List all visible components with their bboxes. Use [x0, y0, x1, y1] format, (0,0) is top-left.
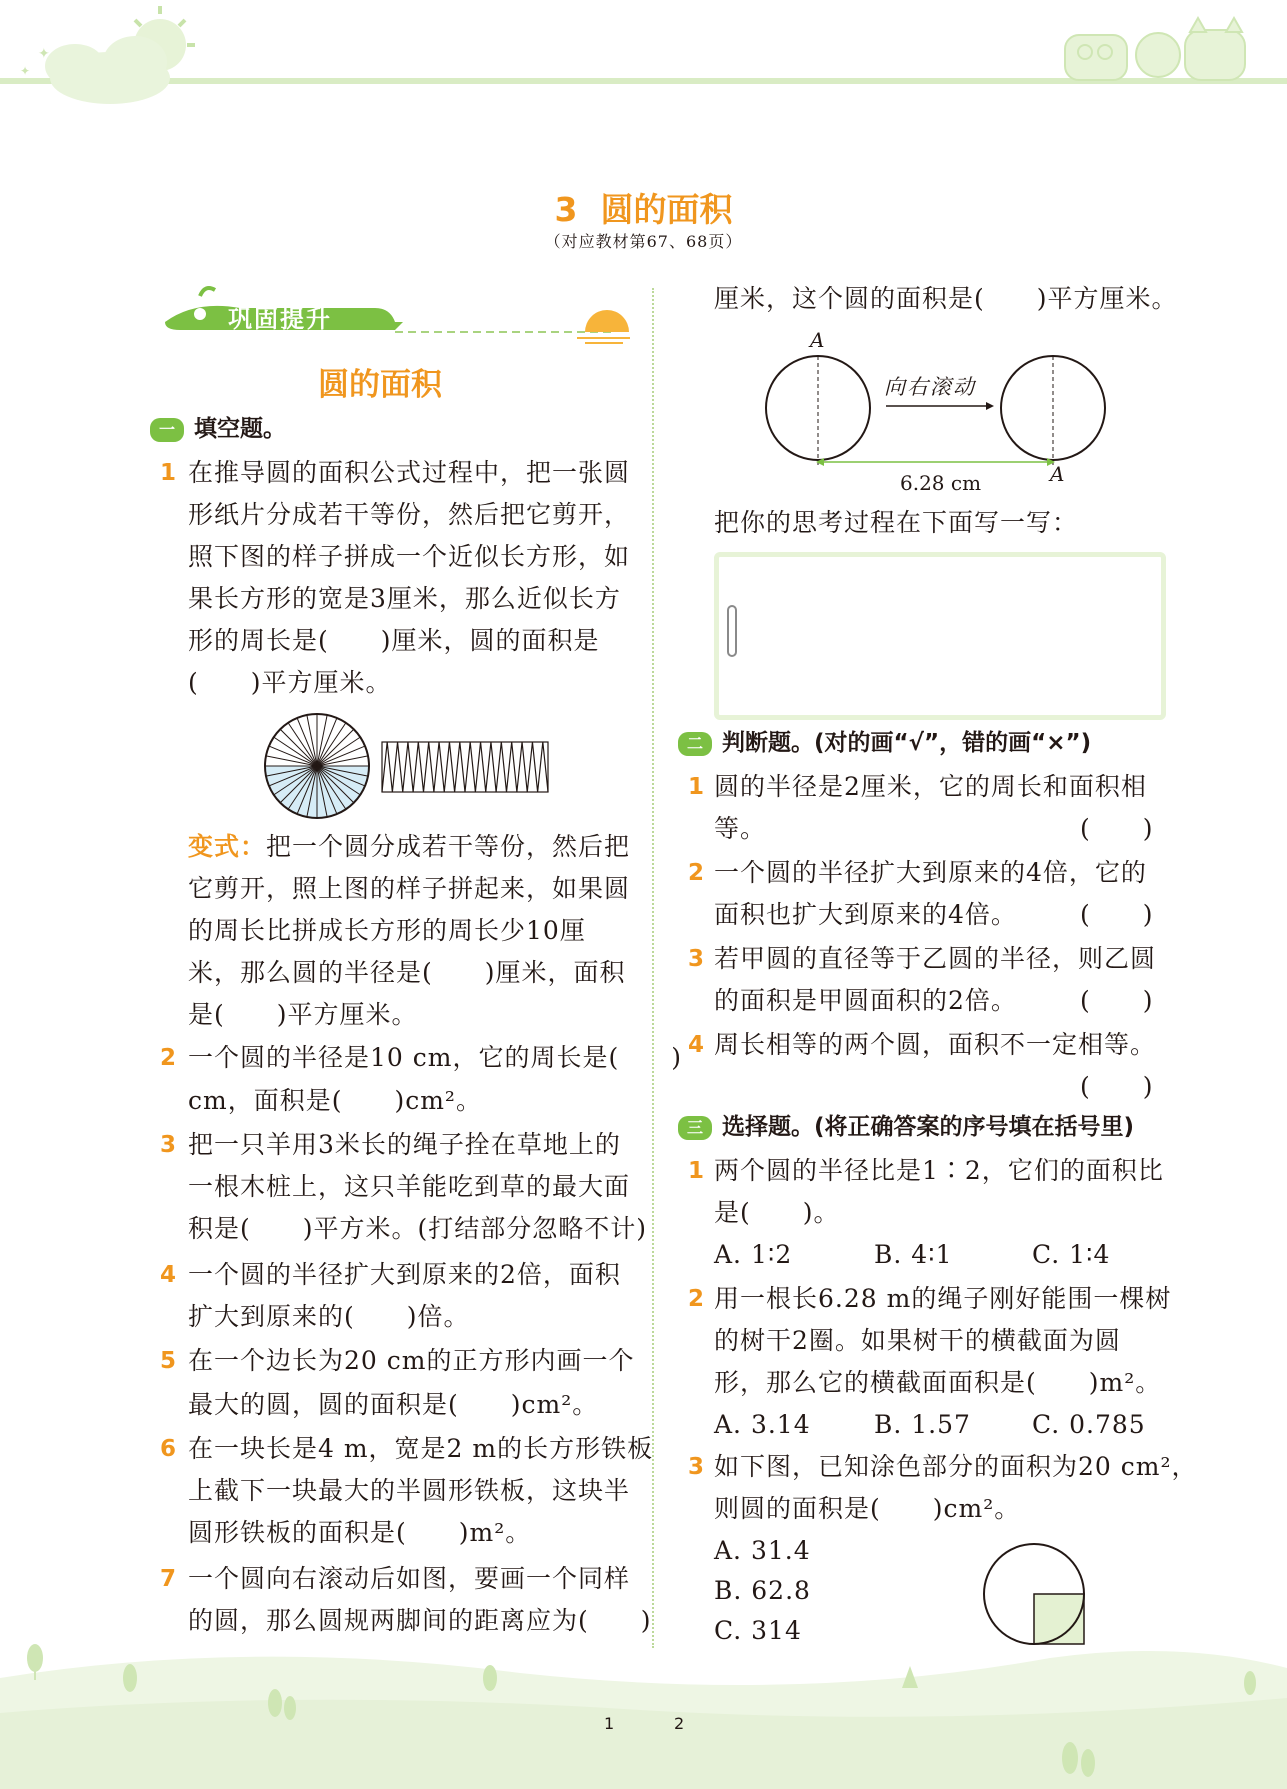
- variant-line: 它剪开，照上图的样子拼起来，如果圆: [188, 874, 631, 903]
- question-number: 1: [688, 1158, 705, 1184]
- question-number: 3: [688, 946, 705, 972]
- choice-option[interactable]: A. 31.4: [714, 1536, 811, 1565]
- choice-option[interactable]: B. 62.8: [714, 1576, 811, 1605]
- q3-line: 一根木桩上，这只羊能吃到草的最大面: [188, 1172, 631, 1201]
- think-prompt: 把你的思考过程在下面写一写：: [714, 508, 1079, 537]
- point-a-bottom: A: [1050, 462, 1065, 486]
- svg-text:✦: ✦: [38, 46, 50, 62]
- q3-line: 积是( )平方米。(打结部分忽略不计): [188, 1214, 648, 1243]
- section-tag-1: 一: [150, 418, 184, 442]
- judge-answer-paren[interactable]: ( ): [1080, 1072, 1154, 1101]
- choice-line: 两个圆的半径比是1∶2，它们的面积比: [714, 1156, 1164, 1185]
- variant-line: 是( )平方厘米。: [188, 1000, 418, 1029]
- question-number: 4: [688, 1032, 705, 1058]
- judge-line: 若甲圆的直径等于乙圆的半径，则乙圆: [714, 944, 1157, 973]
- sunset-icon: [577, 310, 630, 343]
- choice-option[interactable]: C. 314: [714, 1616, 802, 1645]
- title-number: 3: [554, 190, 578, 229]
- section-title: 圆的面积: [318, 367, 442, 403]
- section-tag-3: 三: [678, 1116, 712, 1140]
- choice-line: 形，那么它的横截面面积是( )m²。: [714, 1368, 1162, 1397]
- q6-line: 上截下一块最大的半圆形铁板，这块半: [188, 1476, 631, 1505]
- judge-line: 周长相等的两个圆，面积不一定相等。: [714, 1030, 1157, 1059]
- choice-line: 则圆的面积是( )cm²。: [714, 1494, 1021, 1523]
- judge-answer-paren[interactable]: ( ): [1080, 986, 1154, 1015]
- arrow-label: 向右滚动: [884, 375, 976, 399]
- choice-option[interactable]: C. 1∶4: [1032, 1240, 1111, 1269]
- answer-box[interactable]: [714, 552, 1166, 720]
- choice-option[interactable]: B. 1.57: [874, 1410, 971, 1439]
- q1-line: 形的周长是( )厘米，圆的面积是: [188, 626, 600, 655]
- variant-label: 变式：: [188, 832, 267, 861]
- judge-line: 圆的半径是2厘米，它的周长和面积相: [714, 772, 1147, 801]
- q6-line: 圆形铁板的面积是( )m²。: [188, 1518, 532, 1547]
- approx-rectangle: [382, 742, 548, 792]
- q2-line: 一个圆的半径是10 cm，它的周长是( ): [188, 1043, 682, 1072]
- question-number: 5: [160, 1348, 177, 1374]
- q7-line: 的圆，那么圆规两脚间的距离应为( ): [188, 1606, 652, 1635]
- q5-line: 最大的圆，圆的面积是( )cm²。: [188, 1390, 599, 1419]
- choice-option[interactable]: C. 0.785: [1032, 1410, 1146, 1439]
- judge-line: 等。: [714, 814, 767, 843]
- judge-line: 的面积是甲圆面积的2倍。: [714, 986, 1017, 1015]
- q7-continued: 厘米，这个圆的面积是( )平方厘米。: [714, 284, 1178, 313]
- q1-line: ( )平方厘米。: [188, 668, 392, 697]
- section-tag-2: 二: [678, 732, 712, 756]
- animal-faces-icon: [1065, 18, 1245, 80]
- q1-line: 照下图的样子拼成一个近似长方形，如: [188, 542, 631, 571]
- clip-icon: [724, 604, 740, 660]
- page-title: [0, 188, 1287, 232]
- question-number: 6: [160, 1436, 177, 1462]
- question-number: 2: [160, 1045, 177, 1071]
- fill-heading: 一 填空题。: [150, 414, 286, 444]
- sun-cloud-icon: [20, 6, 195, 104]
- question-number: 4: [160, 1262, 177, 1288]
- choice-line: 的树干2圈。如果树干的横截面为圆: [714, 1326, 1121, 1355]
- variant-line: 变式：把一个圆分成若干等份，然后把: [188, 832, 631, 861]
- distance-label: 6.28 cm: [900, 471, 982, 495]
- judge-line: 一个圆的半径扩大到原来的4倍，它的: [714, 858, 1147, 887]
- judge-line: 面积也扩大到原来的4倍。: [714, 900, 1017, 929]
- svg-text:✦: ✦: [20, 64, 31, 78]
- q4-line: 一个圆的半径扩大到原来的2倍，面积: [188, 1260, 621, 1289]
- point-a-top: A: [810, 328, 825, 352]
- circle-rearrange-figure: [262, 712, 552, 822]
- page-subtitle: （对应教材第67、68页）: [544, 232, 743, 251]
- banner-decoration: [145, 280, 630, 350]
- choice-line: 是( )。: [714, 1198, 840, 1227]
- choice-line: 用一根长6.28 m的绳子刚好能围一棵树: [714, 1284, 1172, 1313]
- variant-line: 米，那么圆的半径是( )厘米，面积: [188, 958, 626, 987]
- page-number-right: 2: [674, 1714, 685, 1733]
- choice-line: 如下图，已知涂色部分的面积为20 cm²，: [714, 1452, 1198, 1481]
- bottom-hills-decoration: [0, 1618, 1287, 1789]
- question-number: 7: [160, 1566, 177, 1592]
- question-number: 3: [688, 1454, 705, 1480]
- q7-line: 一个圆向右滚动后如图，要画一个同样: [188, 1564, 631, 1593]
- top-decoration: [0, 0, 1287, 110]
- q4-line: 扩大到原来的( )倍。: [188, 1302, 470, 1331]
- q1-line: 形纸片分成若干等份，然后把它剪开，: [188, 500, 631, 529]
- title-text: 圆的面积: [600, 190, 733, 229]
- page-number-left: 1: [604, 1714, 615, 1733]
- q6-line: 在一块长是4 m，宽是2 m的长方形铁板: [188, 1434, 654, 1463]
- q3-line: 把一只羊用3米长的绳子拴在草地上的: [188, 1130, 621, 1159]
- judge-answer-paren[interactable]: ( ): [1080, 814, 1154, 843]
- question-number: 2: [688, 860, 705, 886]
- banner-label: 巩固提升: [228, 305, 332, 333]
- q5-line: 在一个边长为20 cm的正方形内画一个: [188, 1346, 635, 1375]
- choice-heading: 三 选择题。(将正确答案的序号填在括号里): [678, 1112, 1134, 1142]
- choice-option[interactable]: B. 4∶1: [874, 1240, 953, 1269]
- choice-option[interactable]: A. 1∶2: [714, 1240, 793, 1269]
- judge-answer-paren[interactable]: ( ): [1080, 900, 1154, 929]
- question-number: 1: [160, 460, 177, 486]
- variant-line: 的周长比拼成长方形的周长少10厘: [188, 916, 586, 945]
- q1-line: 在推导圆的面积公式过程中，把一张圆: [188, 458, 631, 487]
- choice-option[interactable]: A. 3.14: [714, 1410, 811, 1439]
- q1-line: 果长方形的宽是3厘米，那么近似长方: [188, 584, 621, 613]
- question-number: 3: [160, 1132, 177, 1158]
- question-number: 2: [688, 1286, 705, 1312]
- question-number: 1: [688, 774, 705, 800]
- q2-line: cm，面积是( )cm²。: [188, 1086, 482, 1115]
- judge-heading: 二 判断题。(对的画“√”，错的画“×”): [678, 728, 1091, 758]
